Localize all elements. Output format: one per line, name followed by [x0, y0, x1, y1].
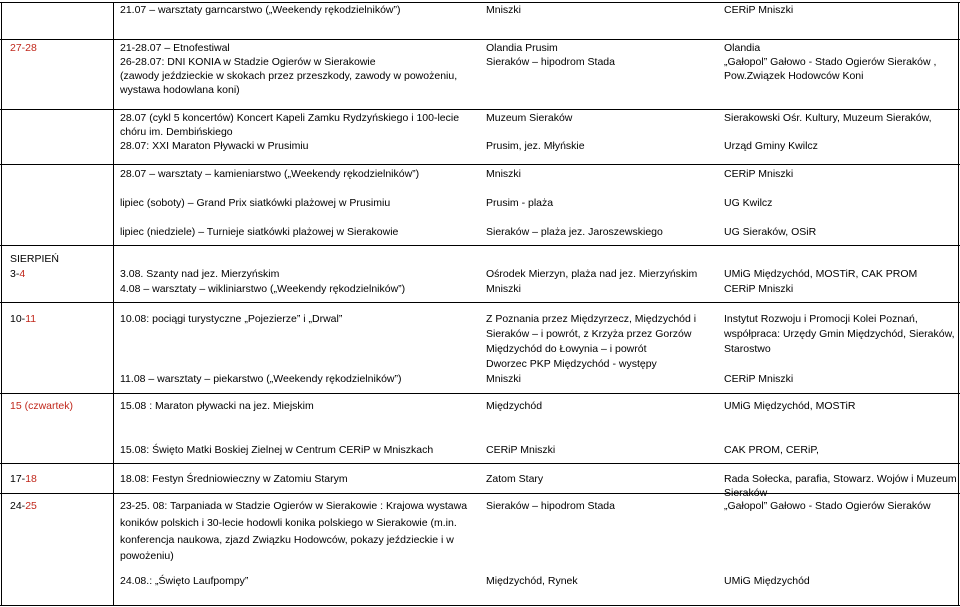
row-divider	[0, 302, 960, 303]
place-text: Prusim, jez. Młyńskie	[486, 140, 585, 152]
date-text	[10, 472, 37, 487]
row-divider	[0, 109, 960, 110]
event-text: 4.08 – warsztaty – wikliniarstwo („Weekendy rękodzielników”)	[120, 283, 406, 295]
row-divider	[0, 493, 960, 494]
event-text: 28.07 – warsztaty – kamieniarstwo („Weekendy rękodzielników”)	[120, 168, 420, 180]
organizer-text: UG Kwilcz	[724, 197, 773, 209]
place-text: Mniszki	[486, 283, 522, 295]
place-text: Muzeum Sieraków	[486, 112, 573, 124]
event-text: 10.08: pociągi turystyczne „Pojezierze” i „Drwal”	[120, 313, 343, 325]
place-text: Sieraków – hipodrom Stada	[486, 56, 615, 68]
event-text: powożeniu)	[120, 550, 174, 562]
place-text: Zatom Stary	[486, 473, 544, 485]
date-text: 15 (czwartek)	[10, 400, 74, 412]
place-text: Mniszki	[486, 4, 522, 16]
table-border-right	[958, 2, 959, 606]
column-divider	[113, 2, 114, 606]
organizer-text: UMiG Międzychód, MOSTiR	[724, 400, 856, 412]
date-text: 27-28	[10, 42, 37, 54]
row-divider	[0, 245, 960, 246]
event-text: lipiec (niedziele) – Turnieje siatkówki plażowej w Sierakowie	[120, 226, 399, 238]
place-text: Z Poznania przez Międzyrzecz, Międzychód i	[486, 313, 697, 325]
place-text: Mniszki	[486, 373, 522, 385]
place-text: Sieraków – plaża jez. Jaroszewskiego	[486, 226, 663, 238]
date-text	[10, 267, 25, 282]
event-text: koników polskich i 30-lecie hodowli konika polskiego w Sierakowie (m.in.	[120, 517, 457, 529]
event-text: 15.08 : Maraton pływacki na jez. Miejskim	[120, 400, 314, 412]
event-text: chóru im. Dembińskiego	[120, 126, 233, 138]
organizer-text: Rada Sołecka, parafia, Stowarz. Wojów i Muzeum	[724, 473, 957, 485]
organizer-text: współpraca: Urzędy Gmin Międzychód, Sieraków,	[724, 328, 955, 340]
organizer-text: Olandia	[724, 42, 761, 54]
organizer-text: CERiP Mniszki	[724, 168, 794, 180]
organizer-text: Sierakowski Ośr. Kultury, Muzeum Sieraków,	[724, 112, 932, 124]
organizer-text: „Gałopol” Gałowo - Stado Ogierów Sieraków	[724, 500, 931, 512]
event-text: 24.08.: „Święto Laufpompy”	[120, 575, 249, 587]
date-text	[10, 312, 36, 327]
organizer-text: CERiP Mniszki	[724, 373, 794, 385]
organizer-text: UG Sieraków, OSiR	[724, 226, 817, 238]
place-text: Olandia Prusim	[486, 42, 558, 54]
place-text: Dworzec PKP Międzychód - występy	[486, 358, 657, 370]
event-text: 26-28.07: DNI KONIA w Stadzie Ogierów w Sierakowie	[120, 56, 376, 68]
event-text: wystawa hodowlana koni)	[120, 84, 240, 96]
event-text: 21.07 – warsztaty garncarstwo („Weekendy rękodzielników”)	[120, 4, 401, 16]
place-text: Sieraków – i powrót, z Krzyża przez Gorzów	[486, 328, 692, 340]
organizer-text: Starostwo	[724, 343, 771, 355]
date-start: 24-	[10, 500, 26, 512]
place-text: Międzychód do Łowynia – i powrót	[486, 343, 647, 355]
place-text: CERiP Mniszki	[486, 444, 556, 456]
event-text: 3.08. Szanty nad jez. Mierzyńskim	[120, 268, 280, 280]
table-border-left	[1, 2, 2, 606]
row-divider	[0, 164, 960, 165]
event-text: 28.07: XXI Maraton Pływacki w Prusimiu	[120, 140, 309, 152]
date-end: 11	[25, 313, 37, 325]
place-text: Sieraków – hipodrom Stada	[486, 500, 615, 512]
organizer-text: Instytut Rozwoju i Promocji Kolei Poznań,	[724, 313, 918, 325]
event-text: 15.08: Święto Matki Boskiej Zielnej w Centrum CERiP w Mniszkach	[120, 444, 434, 456]
row-divider	[0, 605, 960, 606]
organizer-text: Sieraków	[724, 487, 768, 499]
date-text	[10, 499, 37, 514]
organizer-text: Pow.Związek Hodowców Koni	[724, 70, 864, 82]
place-text: Ośrodek Mierzyn, plaża nad jez. Mierzyńskim	[486, 268, 698, 280]
event-text: 18.08: Festyn Średniowieczny w Zatomiu Starym	[120, 473, 348, 485]
row-divider	[0, 463, 960, 464]
organizer-text: CERiP Mniszki	[724, 283, 794, 295]
date-start: 10-	[10, 313, 26, 325]
event-text: 28.07 (cykl 5 koncertów) Koncert Kapeli Zamku Rydzyńskiego i 100-lecie	[120, 112, 460, 124]
organizer-text: CERiP Mniszki	[724, 4, 794, 16]
date-start: 17-	[10, 473, 26, 485]
organizer-text: „Gałopol” Gałowo - Stado Ogierów Sieraków ,	[724, 56, 937, 68]
event-text: 23-25. 08: Tarpaniada w Stadzie Ogierów w Sierakowie : Krajowa wystawa	[120, 500, 468, 512]
row-divider	[0, 39, 960, 40]
place-text: Międzychód, Rynek	[486, 575, 578, 587]
place-text: Międzychód	[486, 400, 543, 412]
event-text: konferencja naukowa, zjazd Związku Hodowców, pokazy jeździeckie i w	[120, 534, 454, 546]
event-text: 11.08 – warsztaty – piekarstwo („Weekendy rękodzielników”)	[120, 373, 402, 385]
month-heading: SIERPIEŃ	[10, 253, 60, 265]
organizer-text: CAK PROM, CERiP,	[724, 444, 819, 456]
event-text: lipiec (soboty) – Grand Prix siatkówki plażowej w Prusimiu	[120, 197, 391, 209]
place-text: Mniszki	[486, 168, 522, 180]
date-end: 18	[25, 473, 37, 485]
date-end: 25	[25, 500, 37, 512]
organizer-text: Urząd Gminy Kwilcz	[724, 140, 818, 152]
row-divider	[0, 393, 960, 394]
event-text: (zawody jeździeckie w skokach przez przeszkody, zawody w powożeniu,	[120, 70, 458, 82]
date-end: 4	[19, 268, 26, 280]
date-start: 3-	[10, 268, 20, 280]
organizer-text: UMiG Międzychód, MOSTiR, CAK PROM	[724, 268, 918, 280]
place-text: Prusim - plaża	[486, 197, 554, 209]
event-text: 21-28.07 – Etnofestiwal	[120, 42, 230, 54]
organizer-text: UMiG Międzychód	[724, 575, 810, 587]
